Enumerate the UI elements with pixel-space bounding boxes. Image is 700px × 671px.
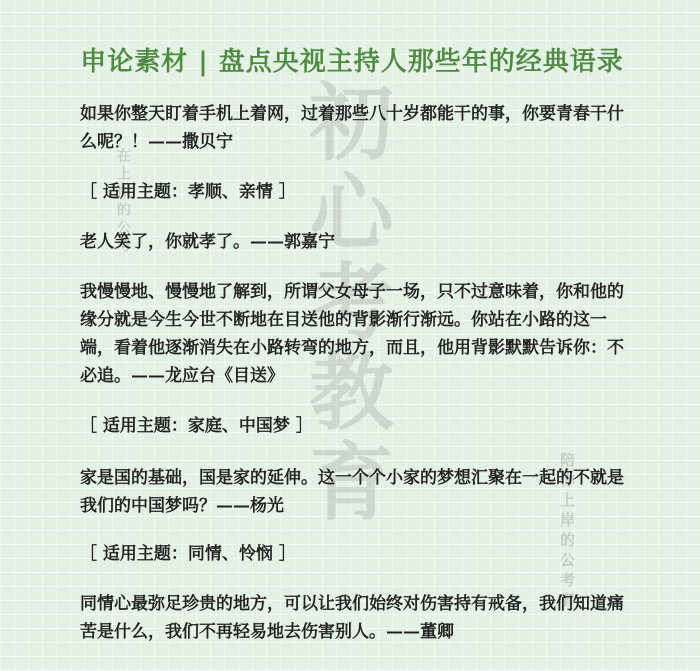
watermark-tagline-right: 陪你上岸的公考者 [558,452,576,612]
quote-paragraph: 我慢慢地、慢慢地了解到，所谓父女母子一场，只不过意味着，你和他的缘分就是今生今世不断地在目送他的背影渐行渐远。你站在小路的这一端，看着他逐渐消失在小路转弯的地方，而且，他用背影默默告诉你：不必追。——龙应台《目送》 [80,282,624,386]
watermark-brand: 初心考教育 [296,78,394,528]
theme-tag: ［ 适用主题：孝顺、亲情 ］ [80,182,296,202]
quote-paragraph: 同情心最弥足珍贵的地方，可以让我们始终对伤害持有戒备，我们知道痛苦是什么，我们不再轻易地去伤害别人。——董卿 [80,594,624,642]
quote-paragraph: 如果你整天盯着手机上着网，过着那些八十岁都能干的事，你要青春干什么呢？！——撒贝宁 [80,104,624,152]
quote-paragraph: 家是国的基础，国是家的延伸。这一个个小家的梦想汇聚在一起的不就是我们的中国梦吗？——杨光 [80,468,624,516]
watermark-tagline-left: 在上岸的公考 [115,148,131,256]
article-title: 申论素材 | 盘点央视主持人那些年的经典语录 [80,47,624,77]
theme-tag: ［ 适用主题：家庭、中国梦 ］ [80,416,313,436]
quote-paragraph: 老人笑了，你就孝了。——郭嘉宁 [80,232,335,252]
theme-tag: ［ 适用主题：同情、怜悯 ］ [80,544,296,564]
